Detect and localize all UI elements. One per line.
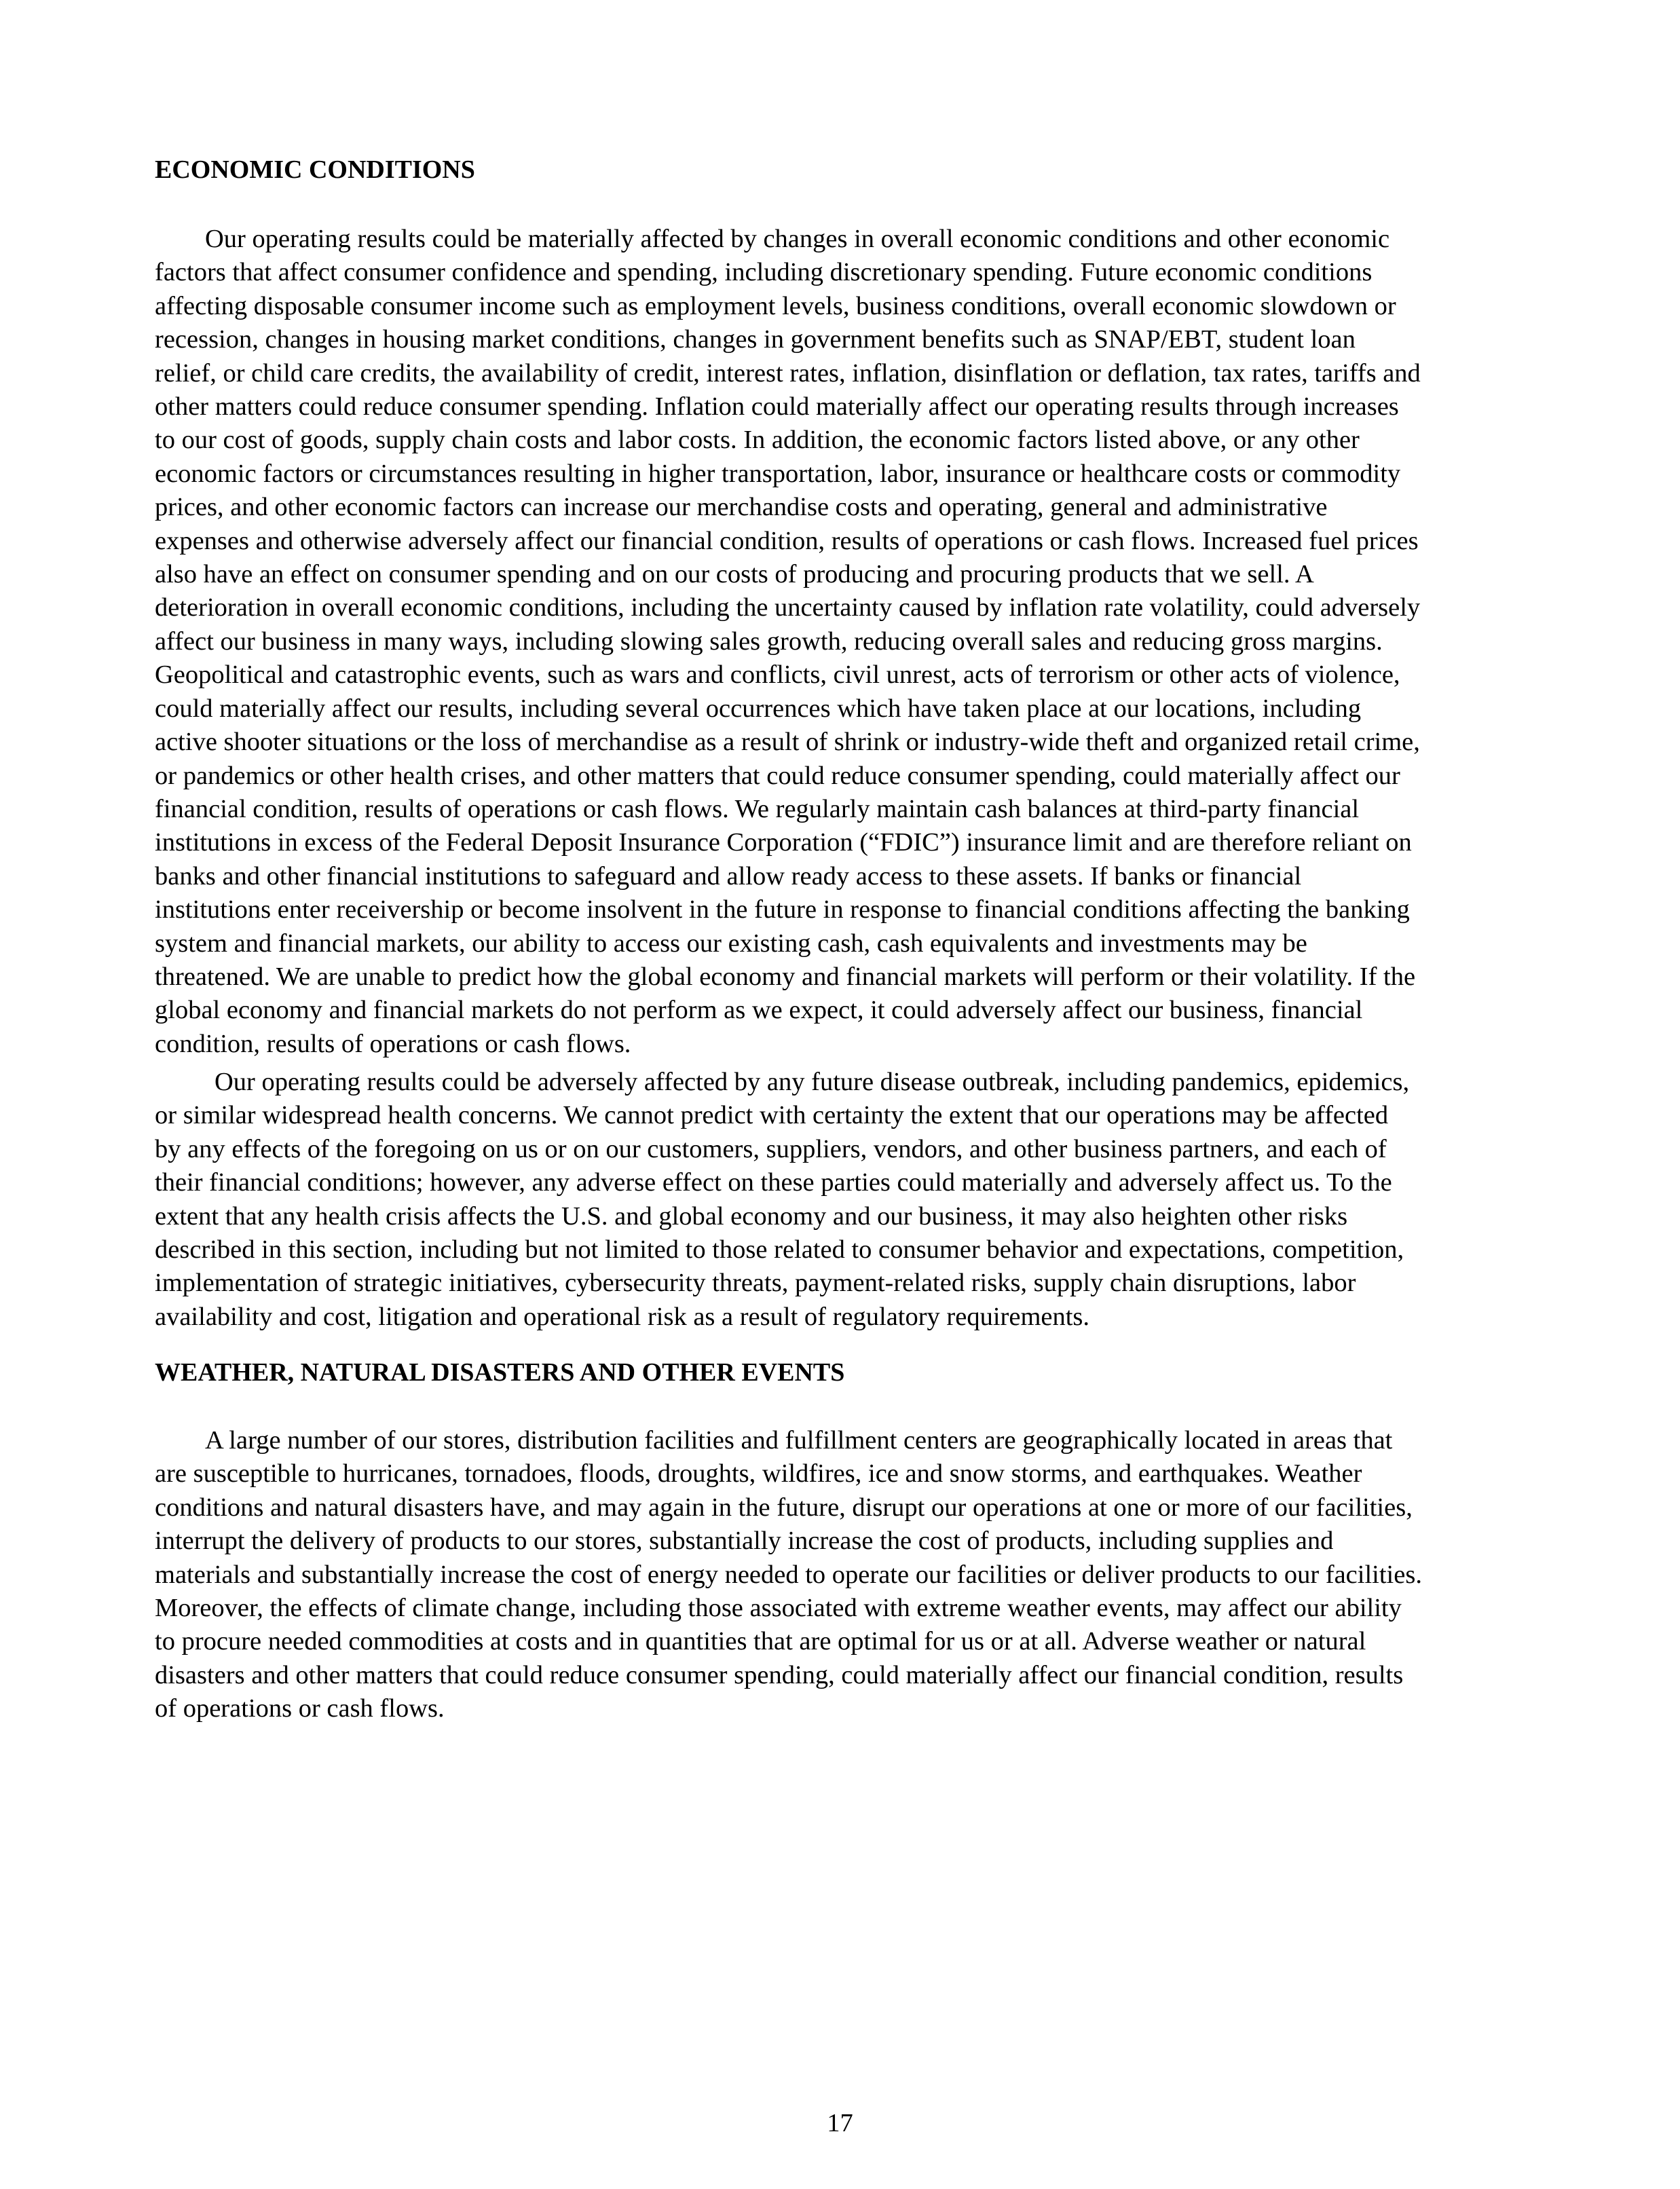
text-line: other matters could reduce consumer spending. Inflation could materially affect our operating results through increases	[155, 392, 1399, 422]
text-line: active shooter situations or the loss of merchandise as a result of shrink or industry-wide theft and organized retail crime,	[155, 728, 1420, 757]
text-line: affect our business in many ways, including slowing sales growth, reducing overall sales and reducing gross margins.	[155, 626, 1383, 656]
text-line: materials and substantially increase the cost of energy needed to operate our facilities or deliver products to our facilities.	[155, 1560, 1422, 1589]
text-line: Geopolitical and catastrophic events, such as wars and conflicts, civil unrest, acts of terrorism or other acts of violence,	[155, 660, 1400, 690]
text-line: banks and other financial institutions to safeguard and allow ready access to these assets. If banks or financial	[155, 861, 1302, 891]
text-line: relief, or child care credits, the availability of credit, interest rates, inflation, disinflation or deflation, tax rates, tariffs and	[155, 358, 1421, 388]
text-line: Moreover, the effects of climate change, including those associated with extreme weather events, may affect our ability	[155, 1594, 1402, 1623]
document-page	[155, 0, 1526, 2189]
text-line: financial condition, results of operations or cash flows. We regularly maintain cash balances at third-party financial	[155, 794, 1360, 823]
text-line: condition, results of operations or cash flows.	[155, 1029, 631, 1058]
text-line: A large number of our stores, distribution facilities and fulfillment centers are geographically located in areas that	[205, 1426, 1393, 1455]
text-line: expenses and otherwise adversely affect our financial condition, results of operations or cash flows. Increased fuel prices	[155, 526, 1419, 555]
text-line: described in this section, including but not limited to those related to consumer behavior and expectations, competition,	[155, 1235, 1404, 1265]
text-line: global economy and financial markets do not perform as we expect, it could adversely affect our business, financial	[155, 996, 1363, 1025]
text-line: disasters and other matters that could reduce consumer spending, could materially affect our financial condition, results	[155, 1660, 1404, 1689]
text-line: by any effects of the foregoing on us or on our customers, suppliers, vendors, and other business partners, and each of	[155, 1134, 1387, 1163]
text-line: threatened. We are unable to predict how the global economy and financial markets will perform or their volatility. If the	[155, 962, 1416, 991]
paragraph-weather-natural-disasters	[155, 1424, 1526, 1726]
text-line: Our operating results could be adversely affected by any future disease outbreak, including pandemics, epidemics,	[214, 1068, 1410, 1096]
text-line: or similar widespread health concerns. We cannot predict with certainty the extent that our operations may be affected	[155, 1101, 1389, 1130]
text-line: also have an effect on consumer spending and on our costs of producing and procuring products that we sell. A	[155, 560, 1314, 589]
text-line: could materially affect our results, including several occurrences which have taken place at our locations, including	[155, 694, 1362, 723]
text-line: their financial conditions; however, any adverse effect on these parties could materially and adversely affect us. To the	[155, 1168, 1392, 1197]
paragraph-economic-conditions	[155, 223, 1526, 1061]
text-line: conditions and natural disasters have, and may again in the future, disrupt our operations at one or more of our facilities,	[155, 1493, 1413, 1522]
section-heading-weather-natural-disasters: WEATHER, NATURAL DISASTERS AND OTHER EVENTS	[155, 1358, 845, 1387]
text-line: prices, and other economic factors can increase our merchandise costs and operating, general and administrative	[155, 493, 1328, 522]
text-line: interrupt the delivery of products to our stores, substantially increase the cost of products, including supplies and	[155, 1527, 1334, 1556]
text-line: of operations or cash flows.	[155, 1694, 445, 1723]
text-line: to our cost of goods, supply chain costs and labor costs. In addition, the economic factors listed above, or any other	[155, 426, 1360, 455]
text-line: institutions in excess of the Federal Deposit Insurance Corporation (“FDIC”) insurance limit and are therefore reliant on	[155, 828, 1412, 857]
text-line: economic factors or circumstances resulting in higher transportation, labor, insurance or healthcare costs or commodity	[155, 459, 1401, 488]
text-line: deterioration in overall economic conditions, including the uncertainty caused by inflation rate volatility, could adversely	[155, 593, 1421, 622]
paragraph-disease-outbreak	[155, 1066, 1526, 1334]
text-line: factors that affect consumer confidence and spending, including discretionary spending. Future economic conditions	[155, 258, 1373, 287]
text-line: system and financial markets, our ability to access our existing cash, cash equivalents and investments may be	[155, 929, 1307, 958]
text-line: or pandemics or other health crises, and other matters that could reduce consumer spending, could materially affect our	[155, 761, 1400, 790]
text-line: are susceptible to hurricanes, tornadoes, floods, droughts, wildfires, ice and snow storms, and earthquakes. Weather	[155, 1459, 1362, 1489]
text-line: availability and cost, litigation and operational risk as a result of regulatory requirements.	[155, 1302, 1090, 1331]
text-line: institutions enter receivership or become insolvent in the future in response to financial conditions affecting the banking	[155, 895, 1410, 924]
text-line: implementation of strategic initiatives, cybersecurity threats, payment-related risks, supply chain disruptions, labor	[155, 1269, 1356, 1298]
text-line: extent that any health crisis affects the U.S. and global economy and our business, it may also heighten other risks	[155, 1201, 1348, 1231]
text-line: Our operating results could be materially affected by changes in overall economic conditions and other economic	[205, 225, 1390, 253]
text-line: to procure needed commodities at costs and in quantities that are optimal for us or at all. Adverse weather or natural	[155, 1627, 1366, 1656]
text-line: recession, changes in housing market conditions, changes in government benefits such as SNAP/EBT, student loan	[155, 325, 1356, 354]
page-number: 17	[827, 2109, 853, 2137]
section-heading-economic-conditions: ECONOMIC CONDITIONS	[155, 155, 475, 184]
text-line: affecting disposable consumer income such as employment levels, business conditions, overall economic slowdown or	[155, 291, 1396, 320]
